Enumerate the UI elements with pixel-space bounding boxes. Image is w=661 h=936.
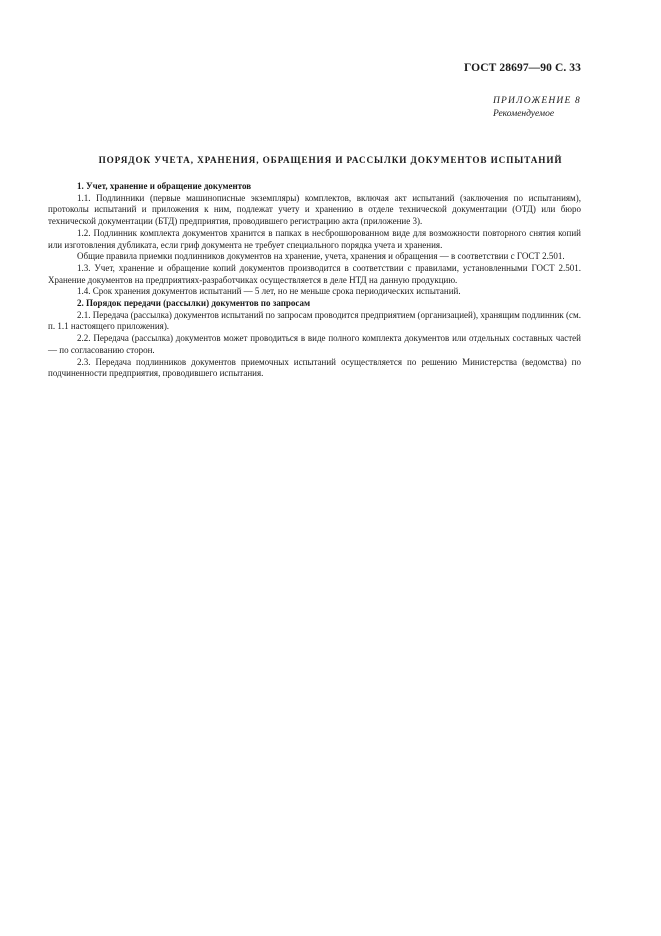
appendix-subtitle: Рекомендуемое	[492, 109, 555, 119]
paragraph-1-4: 1.4. Срок хранения документов испытаний — 5 лет, но не меньше срока периодических испытаний.	[77, 286, 461, 297]
paragraph-1-1: 1.1. Подлинники (первые машинописные экземпляры) комплектов, включая акт испытаний (заключения по испытаниям), протоколы испытаний и приложения к ним, подлежат учету и хранению в отделе технической документации (ОТД) или бюро технической документации (БТД) предприятия, проводившего регистрацию акта (приложение 3).	[48, 192, 581, 227]
paragraph-1-2: 1.2. Подлинник комплекта документов хранится в папках в несброшюрованном виде для возможности повторного снятия копий или изготовления дубликата, если гриф документа не требует специального порядка учета и хранения.	[48, 227, 581, 250]
appendix-label	[493, 95, 581, 121]
paragraph-2-2: 2.2. Передача (рассылка) документов может проводиться в виде полного комплекта документов или отдельных составных частей — по согласованию сторон.	[48, 333, 581, 355]
document-title: ПОРЯДОК УЧЕТА, ХРАНЕНИЯ, ОБРАЩЕНИЯ И РАССЫЛКИ ДОКУМЕНТОВ ИСПЫТАНИЙ	[98, 155, 563, 165]
paragraph-2-1: 2.1. Передача (рассылка) документов испытаний по запросам проводится предприятием (организацией), хранящим подлинник (см. п. 1.1 настоящего приложения).	[48, 309, 581, 332]
paragraph-1-2-general-rules: Общие правила приемки подлинников документов на хранение, учета, хранения и обращения — в соответствии с ГОСТ 2.501.	[77, 251, 565, 262]
document-body	[48, 181, 581, 380]
paragraph-2-3: 2.3. Передача подлинников документов приемочных испытаний осуществляется по решению Министерства (ведомства) по подчиненности предприятия, проводившего испытания.	[48, 356, 581, 379]
paragraph-1-3: 1.3. Учет, хранение и обращение копий документов производится в соответствии с правилами, установленными ГОСТ 2.501. Хранение документов на предприятиях-разработчиках осуществляется в деле НТД на данную продукцию.	[48, 262, 581, 285]
appendix-title: ПРИЛОЖЕНИЕ 8	[492, 96, 581, 106]
section-1-heading: 1. Учет, хранение и обращение документов	[77, 181, 252, 191]
section-2-heading: 2. Порядок передачи (рассылки) документов по запросам	[77, 298, 311, 309]
page-header-gost-ref: ГОСТ 28697—90 С. 33	[463, 62, 581, 74]
